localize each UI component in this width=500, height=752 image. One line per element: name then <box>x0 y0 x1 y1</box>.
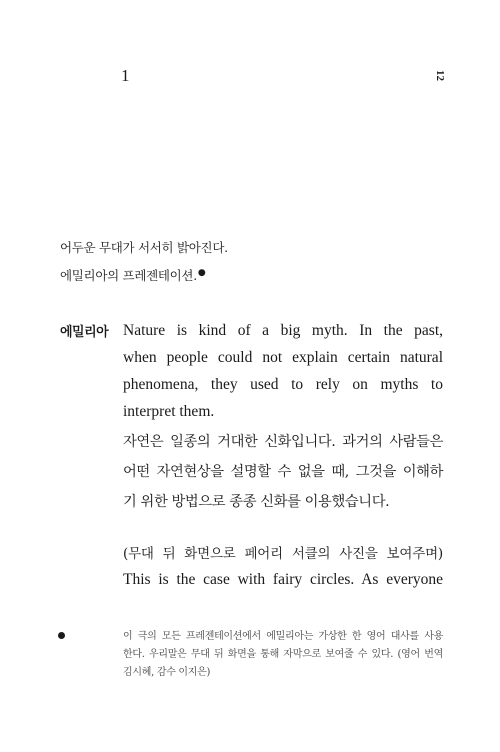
dialogue-english-line: phenomena, they used to rely on myths to <box>123 376 443 393</box>
speaker-name: 에밀리아 <box>60 325 109 340</box>
stage-direction-opening: 어두운 무대가 서서히 밝아진다. <box>60 240 228 255</box>
dialogue-english-line: This is the case with fairy circles. As everyone <box>123 571 443 588</box>
footnote-line: 이 극의 모든 프레젠테이션에서 에밀리아는 가상한 한 영어 대사를 사용 <box>123 631 443 642</box>
stage-direction-presentation-text: 에밀리아의 프레젠테이션. <box>60 268 197 283</box>
dialogue-korean-block <box>123 427 443 517</box>
dialogue-english-line: when people could not explain certain natural <box>123 349 443 366</box>
dialogue-english-line: Nature is kind of a big myth. In the past, <box>123 322 443 339</box>
stage-direction-presentation <box>60 266 205 284</box>
footnote-line: 김시혜, 감수 이지은) <box>123 667 211 678</box>
dialogue-korean-line: 어떤 자연현상을 설명할 수 없을 때, 그것을 이해하 <box>123 464 443 480</box>
dialogue-english-continued <box>123 566 443 593</box>
page-number: 12 <box>434 70 446 81</box>
chapter-number: 1 <box>121 66 130 85</box>
footnote-bullet-icon <box>58 632 65 639</box>
stage-direction-parenthetical: (무대 뒤 화면으로 페어리 서클의 사진을 보여주며) <box>123 546 443 562</box>
footnote <box>123 628 443 682</box>
dialogue-english-line: interpret them. <box>123 403 215 420</box>
footnote-line: 한다. 우리말은 무대 뒤 화면을 통해 자막으로 보여줄 수 있다. (영어 번역 <box>123 649 443 660</box>
dialogue-korean-line: 자연은 일종의 거대한 신화입니다. 과거의 사람들은 <box>123 434 443 450</box>
footnote-reference-mark: ● <box>197 268 206 278</box>
dialogue-english-block <box>123 317 443 425</box>
dialogue-korean-line: 기 위한 방법으로 종종 신화를 이용했습니다. <box>123 494 390 510</box>
